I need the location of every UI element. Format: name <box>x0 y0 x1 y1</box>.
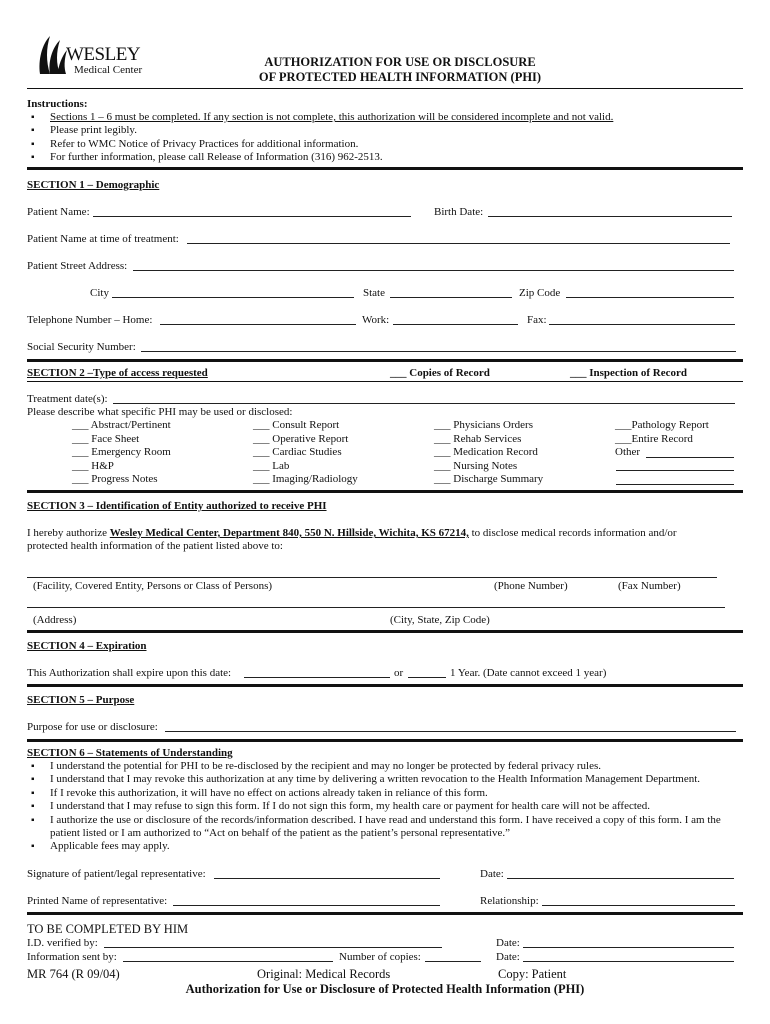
him-date1-field[interactable] <box>523 947 734 948</box>
section1-heading: SECTION 1 – Demographic <box>27 179 160 191</box>
zip-field[interactable] <box>566 297 734 298</box>
work-label: Work: <box>362 314 390 326</box>
relationship-label: Relationship: <box>480 895 539 907</box>
authorized-entity: Wesley Medical Center, Department 840, 550 N. Hillside, Wichita, KS 67214, <box>109 527 469 539</box>
info-sent-label: Information sent by: <box>27 951 117 963</box>
statement-item: ▪ I understand that I may revoke this authorization at any time by delivering a written revocation to the Health Information Management Department. <box>27 773 739 786</box>
him-date2-field[interactable] <box>523 961 734 962</box>
phi-option[interactable]: ___ H&P <box>72 459 114 472</box>
city-state-zip-caption: (City, State, Zip Code) <box>390 614 490 626</box>
section3-heading: SECTION 3 – Identification of Entity authorized to receive PHI <box>27 500 327 512</box>
instruction-item: ▪ Sections 1 – 6 must be completed. If any section is not complete, this authorization will be considered incomplete and not valid. <box>27 111 613 124</box>
section-divider <box>27 630 743 633</box>
street-address-label: Patient Street Address: <box>27 260 128 272</box>
purpose-label: Purpose for use or disclosure: <box>27 721 158 733</box>
other-field-line3[interactable] <box>616 484 734 485</box>
expiration-date-field[interactable] <box>244 677 390 678</box>
him-date2-label: Date: <box>496 951 520 963</box>
phi-option[interactable]: ___ Cardiac Studies <box>253 446 342 459</box>
logo-name: WESLEY <box>66 44 141 65</box>
statement-item: ▪ Applicable fees may apply. <box>27 840 739 853</box>
section-divider <box>27 912 743 915</box>
section-divider <box>27 684 743 687</box>
fax-field[interactable] <box>549 324 735 325</box>
signature-date-label: Date: <box>480 868 504 880</box>
phi-option[interactable]: ___ Nursing Notes <box>434 459 518 472</box>
authorize-statement: I hereby authorize Wesley Medical Center, Department 840, 550 N. Hillside, Wichita, KS 67214, to disclose medical records information and/or <box>27 527 677 539</box>
statements-list <box>27 760 739 854</box>
form-title-line1: AUTHORIZATION FOR USE OR DISCLOSURE <box>264 55 536 69</box>
copy-distribution: Copy: Patient <box>498 967 567 981</box>
phi-options-col2 <box>253 419 358 487</box>
phi-option[interactable]: ___ Face Sheet <box>72 432 140 445</box>
city-field[interactable] <box>112 297 354 298</box>
him-heading: TO BE COMPLETED BY HIM <box>27 922 189 936</box>
tel-home-label: Telephone Number – Home: <box>27 314 153 326</box>
statement-item: ▪ I understand that I may refuse to sign this form. If I do not sign this form, my health care or payment for health care will not be affected. <box>27 800 739 813</box>
section6-heading: SECTION 6 – Statements of Understanding <box>27 747 233 759</box>
phi-option[interactable]: ___ Operative Report <box>253 432 349 445</box>
name-at-treatment-field[interactable] <box>187 243 730 244</box>
form-title-line2: OF PROTECTED HEALTH INFORMATION (PHI) <box>258 70 542 84</box>
phi-options-col4 <box>615 419 709 460</box>
birth-date-label: Birth Date: <box>434 206 484 218</box>
section2-heading: SECTION 2 –Type of access requested <box>27 367 208 379</box>
phi-option[interactable]: ___ Medication Record <box>434 446 538 459</box>
other-field[interactable] <box>646 457 734 458</box>
ssn-field[interactable] <box>141 351 736 352</box>
relationship-field[interactable] <box>542 905 735 906</box>
phi-option[interactable]: Other <box>615 446 641 459</box>
signature-field[interactable] <box>214 878 440 879</box>
tel-home-field[interactable] <box>160 324 356 325</box>
one-year-checkbox[interactable] <box>408 677 446 678</box>
phi-option[interactable]: ___ Physicians Orders <box>434 419 533 431</box>
section-divider <box>27 167 743 170</box>
phi-option[interactable]: ___Pathology Report <box>615 419 709 431</box>
phone-caption: (Phone Number) <box>494 580 568 592</box>
address-caption: (Address) <box>33 614 77 626</box>
phi-options-col1 <box>72 419 171 487</box>
id-verified-field[interactable] <box>104 947 442 948</box>
state-label: State <box>363 287 385 299</box>
section-divider <box>27 490 743 493</box>
street-address-field[interactable] <box>133 270 734 271</box>
printed-name-field[interactable] <box>173 905 440 906</box>
phi-option[interactable]: ___ Emergency Room <box>72 446 171 459</box>
signature-label: Signature of patient/legal representative: <box>27 868 206 880</box>
work-field[interactable] <box>393 324 518 325</box>
authorize-statement-line2: protected health information of the patient listed above to: <box>27 540 283 552</box>
zip-label: Zip Code <box>519 287 561 299</box>
header-divider <box>27 88 743 89</box>
name-at-treatment-label: Patient Name at time of treatment: <box>27 233 179 245</box>
section5-heading: SECTION 5 – Purpose <box>27 694 135 706</box>
signature-date-field[interactable] <box>507 878 734 879</box>
other-field-line2[interactable] <box>616 470 734 471</box>
him-date1-label: Date: <box>496 937 520 949</box>
section-divider <box>27 359 743 362</box>
statement-item: ▪ If I revoke this authorization, it will have no effect on actions already taken in reliance of this form. <box>27 787 739 800</box>
phi-option[interactable]: ___ Lab <box>253 459 290 472</box>
logo-subtitle: Medical Center <box>74 64 143 76</box>
instruction-item: ▪ For further information, please call Release of Information (316) 962-2513. <box>27 151 613 164</box>
facility-caption: (Facility, Covered Entity, Persons or Class of Persons) <box>33 580 273 592</box>
phi-option[interactable]: ___ Imaging/Radiology <box>253 473 358 486</box>
inspection-of-record-checkbox[interactable]: ___ Inspection of Record <box>570 367 688 379</box>
purpose-field[interactable] <box>165 731 736 732</box>
ssn-label: Social Security Number: <box>27 341 136 353</box>
phi-option[interactable]: ___ Consult Report <box>253 419 340 431</box>
original-distribution: Original: Medical Records <box>257 967 391 981</box>
recipient-address-field[interactable] <box>27 607 725 608</box>
state-field[interactable] <box>390 297 512 298</box>
birth-date-field[interactable] <box>488 216 732 217</box>
form-number: MR 764 (R 09/04) <box>27 967 120 981</box>
treatment-dates-label: Treatment date(s): <box>27 393 108 405</box>
patient-name-field[interactable] <box>93 216 411 217</box>
treatment-dates-field[interactable] <box>113 403 735 404</box>
section4-heading: SECTION 4 – Expiration <box>27 640 147 652</box>
phi-option[interactable]: ___ Progress Notes <box>72 473 158 486</box>
recipient-facility-field[interactable] <box>27 577 717 578</box>
expiration-or-label: or <box>394 667 404 679</box>
instruction-item: ▪ Please print legibly. <box>27 124 613 137</box>
describe-phi-label: Please describe what specific PHI may be used or disclosed: <box>27 406 293 418</box>
instructions-list <box>27 111 613 165</box>
footer-title: Authorization for Use or Disclosure of Protected Health Information (PHI) <box>185 982 585 996</box>
phi-option[interactable]: ___ Rehab Services <box>434 432 522 445</box>
fax-caption: (Fax Number) <box>618 580 681 592</box>
instructions-heading: Instructions: <box>27 98 88 110</box>
phi-option[interactable]: ___ Abstract/Pertinent <box>72 419 171 431</box>
fax-label: Fax: <box>527 314 547 326</box>
phi-option[interactable]: ___Entire Record <box>615 432 693 445</box>
printed-name-label: Printed Name of representative: <box>27 895 168 907</box>
copies-field[interactable] <box>425 961 481 962</box>
section-subdivider <box>27 381 743 382</box>
copies-label: Number of copies: <box>339 951 421 963</box>
city-label: City <box>90 287 109 299</box>
phi-options-col3 <box>434 419 543 487</box>
wesley-logo-icon <box>36 34 68 78</box>
id-verified-label: I.D. verified by: <box>27 937 98 949</box>
info-sent-field[interactable] <box>123 961 333 962</box>
patient-name-label: Patient Name: <box>27 206 90 218</box>
statement-item: ▪ I authorize the use or disclosure of the records/information described. I have read and understand this form. I have received a copy of this form. I am the patient listed or I am authorized to “Act on behalf of the patient as the patient’s personal representative.” <box>27 814 739 841</box>
phi-option[interactable]: ___ Discharge Summary <box>434 473 544 486</box>
copies-of-record-checkbox[interactable]: ___ Copies of Record <box>390 367 490 379</box>
section-divider <box>27 739 743 742</box>
expiration-label: This Authorization shall expire upon this date: <box>27 667 232 679</box>
instruction-item: ▪ Refer to WMC Notice of Privacy Practices for additional information. <box>27 138 613 151</box>
one-year-label: 1 Year. (Date cannot exceed 1 year) <box>450 667 607 679</box>
statement-item: ▪ I understand the potential for PHI to be re-disclosed by the recipient and may no longer be protected by federal privacy rules. <box>27 760 739 773</box>
